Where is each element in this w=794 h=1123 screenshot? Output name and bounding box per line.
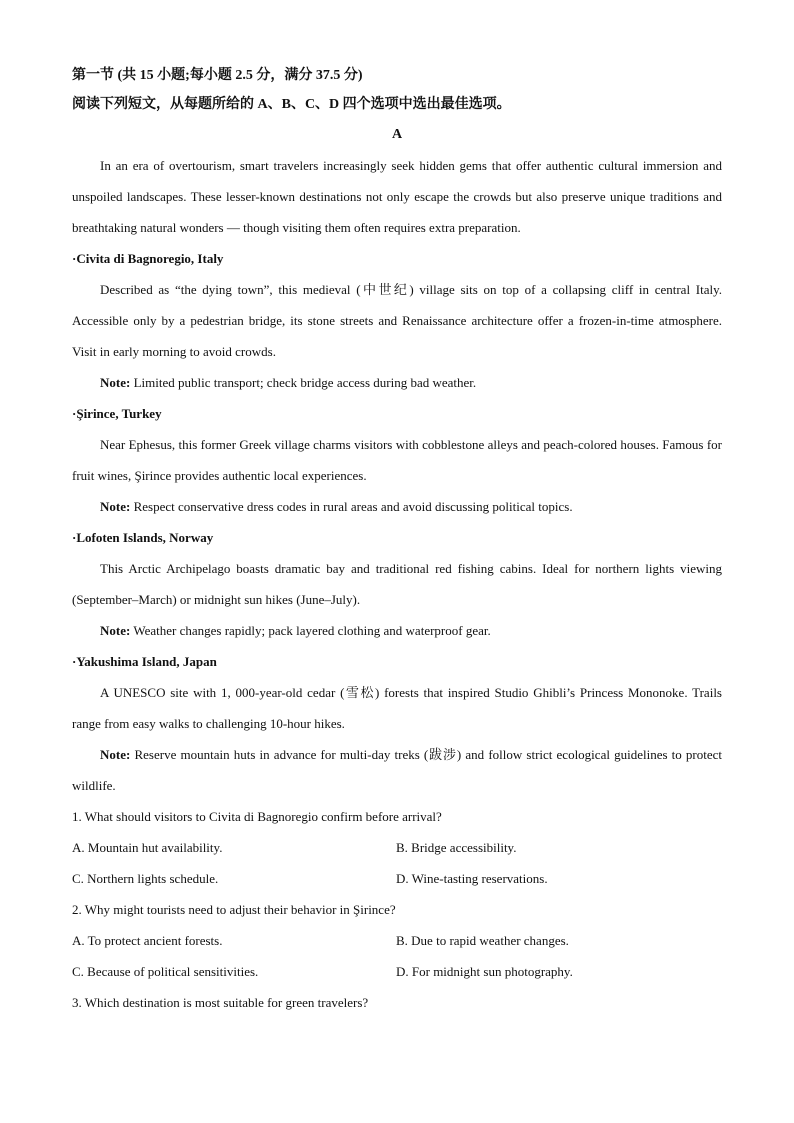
note-label: Note: (100, 375, 131, 390)
destination-note (72, 367, 722, 398)
option-c[interactable]: C. Northern lights schedule. (72, 871, 219, 886)
note-label: Note: (100, 747, 131, 762)
destination-note (72, 491, 722, 522)
answer-options (72, 925, 722, 987)
question-text: 3. Which destination is most suitable for green travelers? (72, 995, 369, 1010)
destination-description: This Arctic Archipelago boasts dramatic bay and traditional red fishing cabins. Ideal for northern lights viewing (September–March) or midnight sun hikes (June–July). (72, 561, 722, 607)
question-text: 1. What should visitors to Civita di Bagnoregio confirm before arrival? (72, 809, 442, 824)
note-label: Note: (100, 499, 131, 514)
destination-description: A UNESCO site with 1, 000-year-old cedar (雪松) forests that inspired Studio Ghibli’s Princess Mononoke. Trails range from easy walks to challenging 10-hour hikes. (72, 685, 722, 731)
destination-title: ·Yakushima Island, Japan (72, 654, 217, 669)
destination-title: ·Şirince, Turkey (72, 406, 162, 421)
document-page (72, 62, 722, 1018)
note-text: Respect conservative dress codes in rural areas and avoid discussing political topics. (133, 499, 573, 514)
option-b[interactable]: B. Bridge accessibility. (396, 840, 517, 855)
intro-paragraph: In an era of overtourism, smart travelers increasingly seek hidden gems that offer authentic cultural immersion and unspoiled landscapes. These lesser-known destinations not only escape the crowds but also preserve unique traditions and breathtaking natural wonders — though visiting them often requires extra preparation. (72, 158, 722, 235)
note-label: Note: (100, 623, 131, 638)
option-b[interactable]: B. Due to rapid weather changes. (396, 933, 569, 948)
option-d[interactable]: D. For midnight sun photography. (396, 964, 573, 979)
option-d[interactable]: D. Wine-tasting reservations. (396, 871, 548, 886)
note-text: Reserve mountain huts in advance for multi-day treks (跋涉) and follow strict ecological guidelines to protect wildlife. (72, 747, 723, 793)
destination-description: Described as “the dying town”, this medieval (中世纪) village sits on top of a collapsing cliff in central Italy. Accessible only by a pedestrian bridge, its stone streets and Renaissance architecture offer a frozen-in-time atmosphere. Visit in early morning to avoid crowds. (72, 282, 722, 359)
option-a[interactable]: A. Mountain hut availability. (72, 840, 223, 855)
option-a[interactable]: A. To protect ancient forests. (72, 933, 223, 948)
note-text: Weather changes rapidly; pack layered clothing and waterproof gear. (133, 623, 491, 638)
option-c[interactable]: C. Because of political sensitivities. (72, 964, 259, 979)
destination-title: ·Civita di Bagnoregio, Italy (72, 251, 224, 266)
destination-title: ·Lofoten Islands, Norway (72, 530, 214, 545)
section-header: 第一节 (共 15 小题;每小题 2.5 分，满分 37.5 分) (72, 68, 363, 83)
question-text: 2. Why might tourists need to adjust their behavior in Şirince? (72, 902, 396, 917)
note-text: Limited public transport; check bridge access during bad weather. (133, 375, 477, 390)
destination-note (72, 615, 722, 646)
passage-letter: A (391, 127, 403, 142)
instruction-text: 阅读下列短文，从每题所给的 A、B、C、D 四个选项中选出最佳选项。 (72, 97, 511, 112)
destination-description: Near Ephesus, this former Greek village charms visitors with cobblestone alleys and peach-colored houses. Famous for fruit wines, Şirince provides authentic local experiences. (72, 437, 722, 483)
destination-note (72, 739, 722, 801)
answer-options (72, 832, 722, 894)
